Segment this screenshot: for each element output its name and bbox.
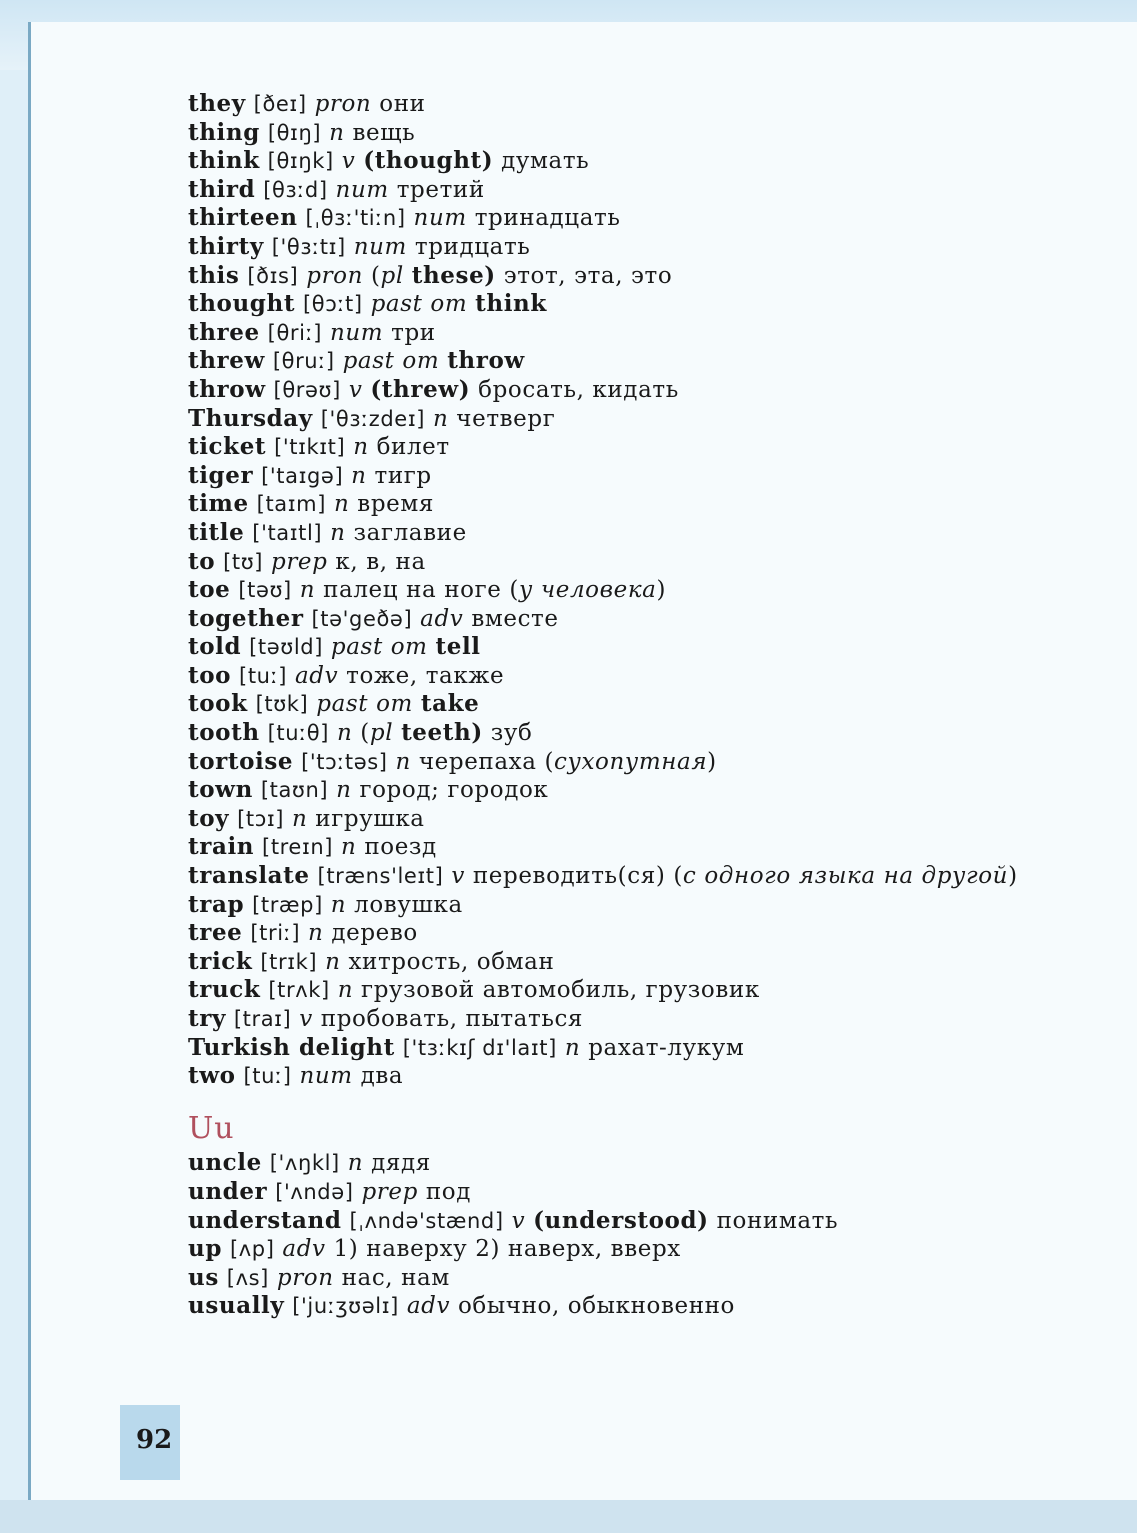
dictionary-entry — [188, 948, 1028, 977]
headword: thought — [188, 290, 296, 318]
dictionary-entry — [188, 633, 1028, 662]
part-of-speech: num — [299, 1063, 353, 1090]
headword: town — [188, 776, 253, 804]
transcription: [ˌθɜː'tiːn] — [305, 206, 406, 231]
part-of-speech: adv — [420, 605, 464, 632]
page-bottom-edge — [0, 1500, 1137, 1533]
headword: truck — [188, 976, 261, 1004]
translation: игрушка — [315, 805, 425, 832]
dictionary-entry — [188, 462, 1028, 491]
part-of-speech: num — [335, 176, 389, 203]
translation: тринадцать — [474, 205, 621, 232]
translation: переводить(ся) — [472, 863, 666, 890]
headword: two — [188, 1062, 236, 1090]
plural-label: pl — [380, 262, 404, 289]
transcription: ['taɪgə] — [261, 463, 344, 488]
dictionary-entry — [188, 1292, 1028, 1321]
part-of-speech: num — [353, 233, 407, 260]
part-of-speech: pron — [276, 1264, 334, 1291]
transcription: [tuː] — [243, 1064, 292, 1089]
headword: title — [188, 518, 245, 546]
part-of-speech: past — [342, 348, 395, 375]
reference-word: think — [475, 290, 547, 318]
dictionary-entry — [188, 1207, 1028, 1236]
dictionary-entry — [188, 90, 1028, 119]
part-of-speech: n — [336, 720, 353, 747]
dictionary-entry — [188, 519, 1028, 548]
paren: ( — [370, 262, 381, 289]
translation: третий — [396, 176, 485, 203]
part-of-speech: n — [337, 977, 354, 1004]
entries-u — [188, 1149, 1028, 1321]
paren: ( — [360, 720, 370, 747]
headword: thirty — [188, 232, 264, 260]
translation: нас, нам — [341, 1264, 450, 1291]
transcription: [traɪ] — [233, 1007, 292, 1031]
headword: tortoise — [188, 747, 294, 775]
translation: к, в, на — [335, 548, 426, 575]
part-of-speech: pron — [314, 91, 372, 117]
headword: threw — [188, 347, 265, 375]
usage-note: у человека — [518, 577, 657, 604]
dictionary-entry — [188, 662, 1028, 691]
headword: tree — [188, 919, 243, 947]
headword: train — [188, 833, 255, 861]
dictionary-entry — [188, 891, 1028, 920]
translation: заглавие — [353, 519, 467, 546]
reference-word: throw — [447, 347, 525, 375]
transcription: [tuːθ] — [267, 721, 330, 746]
dictionary-entry: tortoise ['tɔːtəs] n черепаха (сухопутная) — [188, 747, 717, 775]
part-of-speech: n — [395, 748, 411, 775]
transcription: [triː] — [250, 921, 301, 946]
headword: too — [188, 661, 232, 689]
part-of-speech: v — [299, 1006, 313, 1032]
part-of-speech: n — [340, 834, 357, 861]
headword: thirteen — [188, 204, 298, 232]
headword: three — [188, 318, 260, 346]
transcription: [trʌk] — [268, 978, 330, 1003]
transcription: [trɪk] — [260, 949, 318, 974]
headword: told — [188, 633, 242, 661]
part-of-speech: n — [564, 1034, 581, 1061]
transcription: [θɪŋ] — [267, 120, 322, 145]
page-number: 92 — [136, 1425, 173, 1455]
transcription: ['taɪtl] — [252, 520, 323, 545]
transcription: [tʊk] — [255, 692, 309, 717]
headword: trick — [188, 947, 253, 975]
part-of-speech: n — [299, 577, 316, 604]
headword: usually — [188, 1292, 285, 1320]
headword: try — [188, 1005, 226, 1032]
transcription: [tɔɪ] — [237, 806, 285, 831]
usage-note: с одного языка на другой — [682, 863, 1009, 890]
transcription: [təʊld] — [249, 635, 323, 660]
headword: thing — [188, 118, 260, 146]
translation: грузовой автомобиль, грузовик — [361, 977, 760, 1004]
translation: понимать — [716, 1207, 839, 1234]
transcription: [taɪm] — [256, 492, 327, 517]
dictionary-entry — [188, 376, 1028, 405]
dictionary-entry — [188, 548, 1028, 577]
dictionary-entry — [188, 833, 1028, 862]
transcription: [ðɪs] — [247, 263, 299, 288]
part-of-speech: adv — [294, 662, 339, 689]
headword: tooth — [188, 719, 260, 747]
part-of-speech: n — [353, 434, 369, 461]
part-of-speech: v — [451, 863, 465, 890]
translation: хитрость, обман — [348, 948, 555, 975]
headword: translate — [188, 862, 310, 890]
dictionary-entry — [188, 347, 1028, 376]
word-form: (thought) — [363, 147, 494, 175]
section-letter-u: Uu — [188, 1110, 235, 1146]
headword: up — [188, 1235, 223, 1263]
part-of-speech: n — [291, 805, 308, 832]
dictionary-entry — [188, 319, 1028, 348]
headword: trap — [188, 890, 245, 918]
transcription: [θɪŋk] — [267, 149, 334, 174]
translation: билет — [376, 434, 450, 461]
dictionary-entry — [188, 204, 1028, 233]
headword: together — [188, 604, 304, 632]
transcription: [tə'geðə] — [311, 606, 413, 631]
word-form: teeth) — [401, 719, 483, 747]
dictionary-entry — [188, 1034, 1028, 1063]
translation: поезд — [364, 834, 437, 861]
transcription: ['tɪkɪt] — [274, 435, 346, 460]
from-label: от — [390, 634, 428, 661]
headword: toe — [188, 576, 231, 604]
translation: думать — [501, 148, 590, 175]
dictionary-entry — [188, 119, 1028, 148]
translation: тигр — [374, 462, 432, 489]
transcription: [træns'leɪt] — [317, 864, 444, 889]
dictionary-entry — [188, 490, 1028, 519]
part-of-speech: prep — [271, 548, 328, 575]
transcription: ['tɜːkɪʃ dɪ'laɪt] — [402, 1035, 557, 1060]
part-of-speech: past — [316, 691, 369, 718]
headword: understand — [188, 1206, 342, 1234]
transcription: [ðeɪ] — [253, 92, 307, 116]
dictionary-entry — [188, 147, 1028, 176]
dictionary-entry — [188, 1005, 1028, 1034]
headword: throw — [188, 375, 266, 403]
dictionary-entry — [188, 776, 1028, 805]
reference-word: take — [420, 690, 480, 718]
translation: обычно, обыкновенно — [457, 1293, 736, 1320]
translation: дерево — [331, 920, 418, 947]
dictionary-entry — [188, 805, 1028, 834]
headword: took — [188, 690, 248, 718]
dictionary-entry — [188, 433, 1028, 462]
transcription: [træp] — [252, 892, 323, 917]
transcription: [ʌs] — [226, 1265, 269, 1290]
headword: under — [188, 1177, 268, 1205]
translation: они — [379, 91, 426, 117]
headword: this — [188, 261, 240, 289]
reference-word: tell — [435, 633, 481, 661]
dictionary-list — [188, 90, 1028, 1321]
translation: ловушка — [354, 891, 463, 918]
word-form: these) — [411, 261, 496, 289]
part-of-speech: past — [330, 634, 383, 661]
dictionary-entry — [188, 976, 1028, 1005]
transcription: [treɪn] — [262, 835, 334, 860]
transcription: [θriː] — [267, 320, 323, 345]
part-of-speech: n — [333, 491, 350, 518]
transcription: [tuː] — [239, 663, 288, 688]
part-of-speech: num — [329, 319, 384, 346]
part-of-speech: pron — [306, 262, 364, 289]
transcription: ['tɔːtəs] — [301, 749, 388, 774]
translation: время — [357, 491, 434, 518]
dictionary-entry — [188, 405, 1028, 434]
transcription: [təʊ] — [238, 578, 292, 603]
dictionary-entry — [188, 262, 1028, 291]
headword: Turkish delight — [188, 1033, 395, 1061]
translation: вместе — [471, 605, 559, 632]
transcription: ['θɜːzdeɪ] — [320, 406, 426, 431]
part-of-speech: v — [511, 1207, 526, 1234]
dictionary-entry — [188, 719, 1028, 748]
headword: us — [188, 1263, 219, 1291]
transcription: [ʌp] — [229, 1237, 275, 1262]
dictionary-entry — [188, 1235, 1028, 1264]
headword: they — [188, 90, 246, 117]
part-of-speech: past — [370, 291, 423, 318]
headword: third — [188, 175, 256, 203]
transcription: [θrəʊ] — [273, 377, 341, 402]
part-of-speech: n — [347, 1150, 364, 1177]
translation: четверг — [456, 405, 556, 432]
transcription: [θɔːt] — [302, 292, 363, 317]
word-form: (understood) — [533, 1206, 709, 1234]
dictionary-entry — [188, 176, 1028, 205]
dictionary-entry — [188, 1062, 1028, 1091]
translation: дядя — [371, 1150, 431, 1177]
part-of-speech: n — [432, 405, 449, 432]
translation: пробовать, пытаться — [320, 1006, 584, 1032]
from-label: от — [402, 348, 440, 375]
part-of-speech: v — [348, 376, 363, 403]
part-of-speech: adv — [282, 1236, 326, 1263]
part-of-speech: n — [329, 119, 345, 146]
part-of-speech: prep — [361, 1178, 418, 1205]
translation: тоже, также — [346, 662, 505, 689]
dictionary-entry: translate [træns'leɪt] v переводить(ся) (с одного языка на другой) — [188, 862, 1018, 890]
part-of-speech: n — [330, 891, 347, 918]
translation: два — [360, 1063, 404, 1090]
entries-t — [188, 90, 1028, 1091]
translation: рахат-лукум — [588, 1034, 745, 1061]
translation: вещь — [352, 119, 416, 146]
transcription: ['ʌŋkl] — [269, 1151, 340, 1176]
dictionary-entry — [188, 605, 1028, 634]
translation: этот, эта, это — [503, 262, 673, 289]
headword: time — [188, 490, 249, 518]
transcription: ['ʌndə] — [275, 1179, 354, 1204]
part-of-speech: n — [325, 948, 341, 975]
headword: Thursday — [188, 404, 313, 432]
headword: to — [188, 547, 216, 575]
headword: ticket — [188, 433, 267, 461]
dictionary-entry — [188, 1149, 1028, 1178]
part-of-speech: n — [330, 519, 346, 546]
word-form: (threw) — [370, 375, 471, 403]
transcription: [ˌʌndə'stænd] — [349, 1208, 504, 1233]
transcription: ['juːʒʊəlɪ] — [292, 1294, 399, 1319]
headword: uncle — [188, 1149, 262, 1177]
transcription: [taʊn] — [260, 778, 329, 803]
transcription: [θɜːd] — [263, 177, 328, 202]
dictionary-entry — [188, 1178, 1028, 1207]
dictionary-entry — [188, 690, 1028, 719]
part-of-speech: n — [336, 777, 352, 804]
translation: три — [391, 319, 436, 346]
headword: think — [188, 147, 260, 175]
from-label: от — [430, 291, 468, 318]
plural-label: pl — [369, 720, 394, 747]
dictionary-entry — [188, 1264, 1028, 1293]
part-of-speech: v — [341, 148, 356, 175]
translation: бросать, кидать — [478, 376, 679, 403]
translation: черепаха — [418, 748, 537, 775]
part-of-speech: adv — [406, 1293, 451, 1320]
dictionary-entry: toe [təʊ] n палец на ноге (у человека) — [188, 576, 667, 604]
translation: тридцать — [414, 233, 531, 260]
dictionary-entry — [188, 919, 1028, 948]
translation: город; городок — [359, 777, 549, 804]
transcription: ['θɜːtɪ] — [271, 234, 346, 259]
translation: палец на ноге — [323, 577, 502, 604]
from-label: от — [376, 691, 413, 718]
translation: под — [425, 1178, 471, 1205]
translation: зуб — [490, 720, 533, 747]
headword: toy — [188, 804, 230, 832]
dictionary-entry — [188, 233, 1028, 262]
part-of-speech: n — [351, 462, 367, 489]
usage-note: сухопутная — [554, 748, 708, 775]
translation: 1) наверху 2) наверх, вверх — [333, 1236, 681, 1263]
headword: tiger — [188, 461, 254, 489]
transcription: [θruː] — [272, 349, 335, 374]
transcription: [tʊ] — [223, 549, 264, 574]
part-of-speech: n — [308, 920, 324, 947]
part-of-speech: num — [413, 205, 467, 232]
dictionary-entry — [188, 290, 1028, 319]
